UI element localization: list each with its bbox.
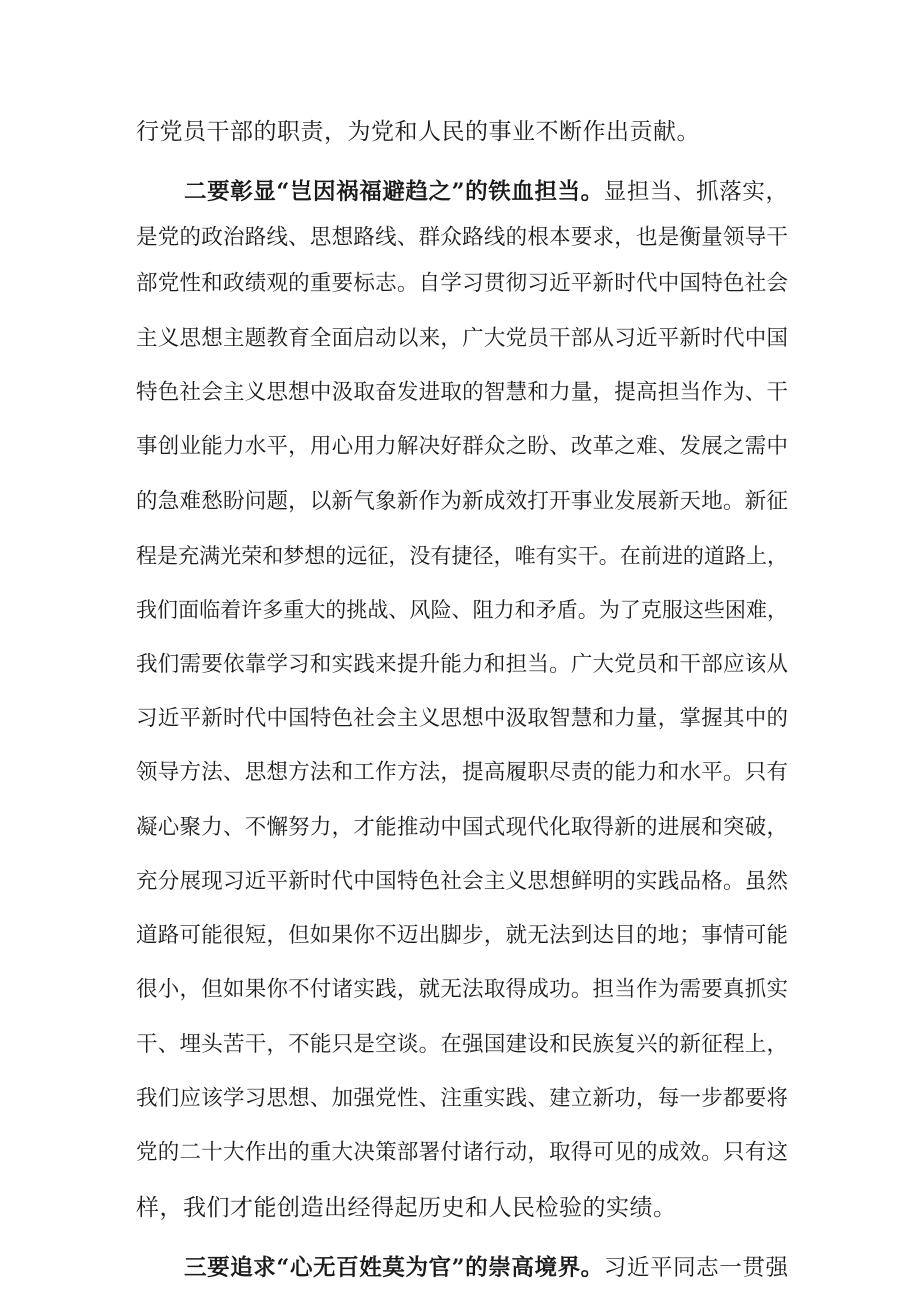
text-line: 部党性和政绩观的重要标志。自学习贯彻习近平新时代中国特色社会 — [136, 271, 788, 296]
text-line: 领导方法、思想方法和工作方法，提高履职尽责的能力和水平。只有 — [136, 760, 788, 785]
text-line: 事创业能力水平，用心用力解决好群众之盼、改革之难、发展之需中 — [136, 434, 788, 459]
text-line: 我们应该学习思想、加强党性、注重实践、建立新功，每一步都要将 — [136, 1086, 788, 1111]
paragraph-lead-heading: 三要追求“心无百姓莫为官”的崇高境界。 — [184, 1255, 604, 1281]
text-line: 凝心聚力、不懈努力，才能推动中国式现代化取得新的进展和突破， — [136, 815, 788, 840]
text-line: 特色社会主义思想中汲取奋发进取的智慧和力量，提高担当作为、干 — [136, 380, 788, 405]
text-line: 我们面临着许多重大的挑战、风险、阻力和矛盾。为了克服这些困难， — [136, 598, 788, 622]
text-line: 主义思想主题教育全面启动以来，广大党员干部从习近平新时代中国 — [136, 326, 788, 351]
text-line: 很小，但如果你不付诸实践，就无法取得成功。担当作为需要真抓实 — [136, 977, 788, 1002]
text-line: 是党的政治路线、思想路线、群众路线的根本要求，也是衡量领导干 — [136, 225, 788, 250]
paragraph-first-line — [184, 176, 788, 208]
text-line: 充分展现习近平新时代中国特色社会主义思想鲜明的实践品格。虽然 — [136, 869, 788, 894]
text-line: 程是充满光荣和梦想的远征，没有捷径，唯有实干。在前进的道路上， — [136, 544, 788, 568]
text-line: 党的二十大作出的重大决策部署付诸行动，取得可见的成效。只有这 — [136, 1140, 788, 1165]
text-span: 习近平同志一贯强 — [603, 1255, 788, 1281]
paragraph-lead-heading: 二要彰显“岂因祸福避趋之”的铁血担当。 — [184, 179, 604, 205]
text-line: 的急难愁盼问题，以新气象新作为新成效打开事业发展新天地。新征 — [136, 489, 788, 514]
text-line: 干、埋头苦干，不能只是空谈。在强国建设和民族复兴的新征程上， — [136, 1032, 788, 1057]
paragraph-first-line — [184, 1252, 788, 1284]
text-line: 习近平新时代中国特色社会主义思想中汲取智慧和力量，掌握其中的 — [136, 706, 788, 731]
text-line: 道路可能很短，但如果你不迈出脚步，就无法到达目的地；事情可能 — [136, 923, 788, 948]
text-line: 样，我们才能创造出经得起历史和人民检验的实绩。 — [136, 1195, 677, 1221]
text-span: 显担当、抓落实， — [603, 179, 788, 205]
text-line: 行党员干部的职责，为党和人民的事业不断作出贡献。 — [136, 119, 700, 145]
text-line: 我们需要依靠学习和实践来提升能力和担当。广大党员和干部应该从 — [136, 652, 788, 677]
